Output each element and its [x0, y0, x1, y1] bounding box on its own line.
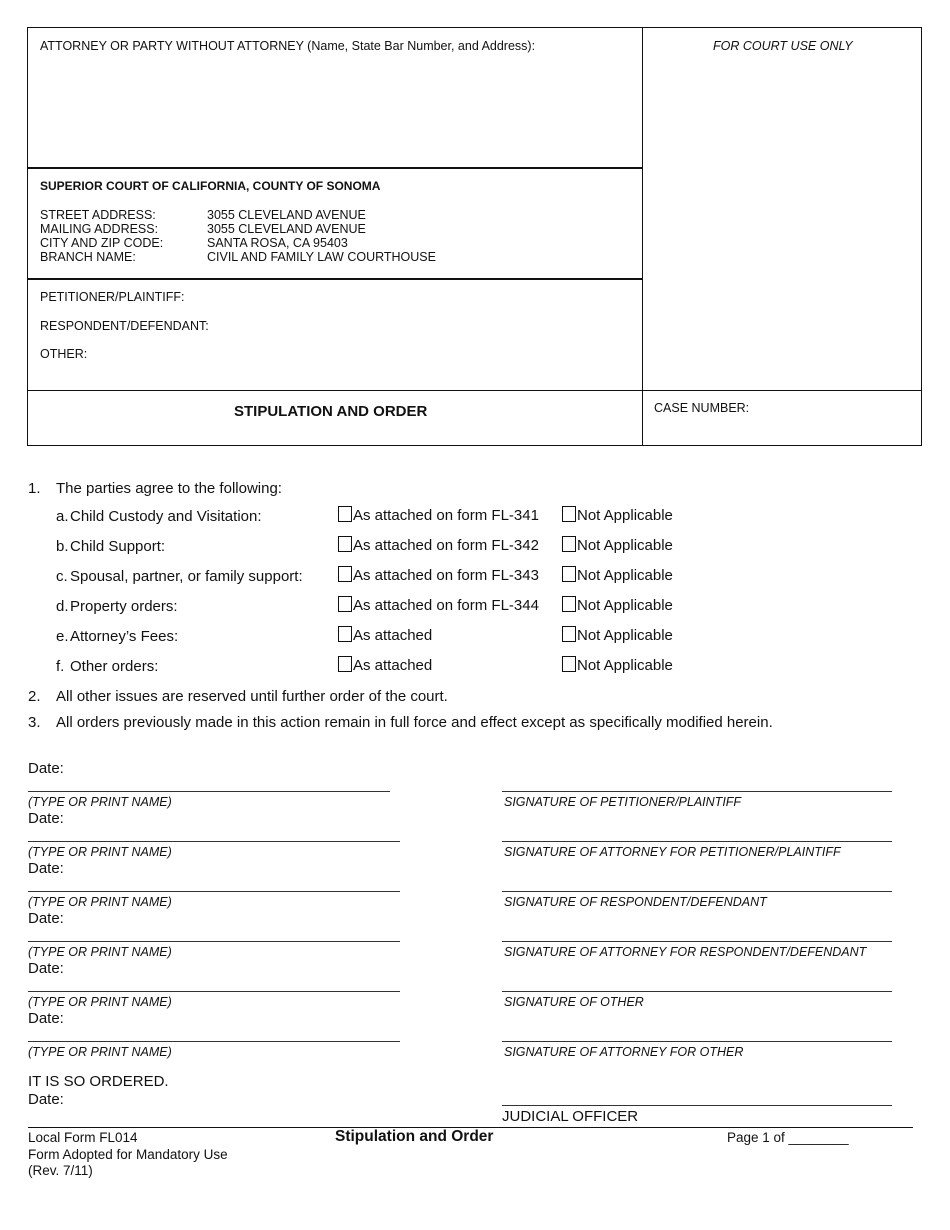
- attached-option[interactable]: [338, 656, 432, 676]
- address-value: 3055 CLEVELAND AVENUE: [207, 208, 366, 222]
- name-line[interactable]: [28, 991, 400, 992]
- name-caption: (TYPE OR PRINT NAME): [28, 945, 172, 959]
- not-applicable-option[interactable]: [562, 536, 673, 556]
- attached-option-label: As attached: [353, 627, 433, 644]
- checkbox[interactable]: [338, 566, 352, 582]
- court-name: SUPERIOR COURT OF CALIFORNIA, COUNTY OF SONOMA: [40, 179, 381, 193]
- address-value: 3055 CLEVELAND AVENUE: [207, 222, 366, 236]
- sub-item-label: Other orders:: [70, 658, 159, 675]
- item-3-text: All orders previously made in this action remain in full force and effect except as specifically modified herein.: [56, 714, 773, 731]
- checkbox[interactable]: [562, 596, 576, 612]
- item-2-number: 2.: [28, 688, 41, 705]
- attached-option[interactable]: [338, 536, 539, 556]
- checkbox[interactable]: [338, 506, 352, 522]
- sub-item-letter: b.: [56, 538, 69, 555]
- checkbox[interactable]: [562, 566, 576, 582]
- checkbox[interactable]: [562, 626, 576, 642]
- name-caption: (TYPE OR PRINT NAME): [28, 895, 172, 909]
- name-caption: (TYPE OR PRINT NAME): [28, 795, 172, 809]
- not-applicable-label: Not Applicable: [577, 567, 673, 584]
- judicial-officer-signature-line[interactable]: [502, 1105, 892, 1106]
- signature-caption: SIGNATURE OF PETITIONER/PLAINTIFF: [504, 795, 742, 809]
- court-use-label: FOR COURT USE ONLY: [713, 39, 853, 53]
- signature-line[interactable]: [502, 991, 892, 992]
- attached-option-label: As attached on form FL-342: [353, 537, 539, 554]
- signature-caption: SIGNATURE OF ATTORNEY FOR PETITIONER/PLAINTIFF: [504, 845, 841, 859]
- attached-option-label: As attached on form FL-344: [353, 597, 539, 614]
- address-label: MAILING ADDRESS:: [40, 222, 159, 236]
- signature-line[interactable]: [502, 791, 892, 792]
- name-line[interactable]: [28, 941, 400, 942]
- checkbox[interactable]: [338, 596, 352, 612]
- signature-caption: SIGNATURE OF ATTORNEY FOR RESPONDENT/DEFENDANT: [504, 945, 867, 959]
- checkbox[interactable]: [562, 536, 576, 552]
- checkbox[interactable]: [338, 656, 352, 672]
- item-3-number: 3.: [28, 714, 41, 731]
- sub-item-label: Child Custody and Visitation:: [70, 508, 262, 525]
- date-label: Date:: [28, 860, 64, 877]
- attached-option[interactable]: [338, 596, 539, 616]
- sub-item-letter: c.: [56, 568, 68, 585]
- form-adopted: Form Adopted for Mandatory Use: [28, 1147, 228, 1162]
- attached-option-label: As attached on form FL-341: [353, 507, 539, 524]
- attorney-divider: [27, 167, 643, 169]
- name-line[interactable]: [28, 1041, 400, 1042]
- not-applicable-label: Not Applicable: [577, 507, 673, 524]
- case-number-label: CASE NUMBER:: [654, 401, 750, 415]
- footer-title: Stipulation and Order: [335, 1128, 494, 1145]
- sub-item-letter: d.: [56, 598, 69, 615]
- not-applicable-option[interactable]: [562, 656, 673, 676]
- item-1-number: 1.: [28, 480, 41, 497]
- address-label: STREET ADDRESS:: [40, 208, 156, 222]
- address-label: BRANCH NAME:: [40, 250, 136, 264]
- not-applicable-label: Not Applicable: [577, 657, 673, 674]
- attached-option-label: As attached: [353, 657, 433, 674]
- title-divider: [27, 390, 922, 391]
- sub-item-label: Attorney’s Fees:: [70, 628, 179, 645]
- checkbox[interactable]: [338, 536, 352, 552]
- caption-vertical-divider: [642, 27, 643, 446]
- name-line[interactable]: [28, 891, 400, 892]
- name-caption: (TYPE OR PRINT NAME): [28, 845, 172, 859]
- form-title: STIPULATION AND ORDER: [234, 403, 428, 420]
- signature-caption: SIGNATURE OF RESPONDENT/DEFENDANT: [504, 895, 767, 909]
- date-label: Date:: [28, 960, 64, 977]
- sub-item-letter: a.: [56, 508, 69, 525]
- date-label: Date:: [28, 910, 64, 927]
- name-caption: (TYPE OR PRINT NAME): [28, 995, 172, 1009]
- form-revision: (Rev. 7/11): [28, 1163, 93, 1178]
- item-1-text: The parties agree to the following:: [56, 480, 282, 497]
- signature-caption: SIGNATURE OF ATTORNEY FOR OTHER: [504, 1045, 744, 1059]
- address-value: CIVIL AND FAMILY LAW COURTHOUSE: [207, 250, 436, 264]
- not-applicable-label: Not Applicable: [577, 627, 673, 644]
- petitioner-label: PETITIONER/PLAINTIFF:: [40, 290, 185, 304]
- sub-item-label: Property orders:: [70, 598, 178, 615]
- name-line[interactable]: [28, 791, 390, 792]
- court-divider: [27, 278, 643, 280]
- date-label: Date:: [28, 760, 64, 777]
- not-applicable-option[interactable]: [562, 596, 673, 616]
- attorney-label: ATTORNEY OR PARTY WITHOUT ATTORNEY (Name, State Bar Number, and Address):: [40, 39, 536, 53]
- not-applicable-label: Not Applicable: [577, 537, 673, 554]
- attached-option[interactable]: [338, 626, 432, 646]
- item-2-text: All other issues are reserved until further order of the court.: [56, 688, 448, 705]
- attached-option[interactable]: [338, 506, 539, 526]
- sub-item-letter: f.: [56, 658, 65, 675]
- judicial-officer-label: JUDICIAL OFFICER: [502, 1108, 639, 1125]
- not-applicable-option[interactable]: [562, 506, 673, 526]
- checkbox[interactable]: [338, 626, 352, 642]
- address-value: SANTA ROSA, CA 95403: [207, 236, 348, 250]
- name-line[interactable]: [28, 841, 400, 842]
- attached-option[interactable]: [338, 566, 539, 586]
- page-number: Page 1 of ________: [727, 1130, 849, 1145]
- sub-item-label: Spousal, partner, or family support:: [70, 568, 303, 585]
- date-label: Date:: [28, 1010, 64, 1027]
- signature-line[interactable]: [502, 941, 892, 942]
- checkbox[interactable]: [562, 506, 576, 522]
- attached-option-label: As attached on form FL-343: [353, 567, 539, 584]
- order-date-label: Date:: [28, 1091, 64, 1108]
- signature-line[interactable]: [502, 891, 892, 892]
- not-applicable-option[interactable]: [562, 626, 673, 646]
- signature-line[interactable]: [502, 841, 892, 842]
- name-caption: (TYPE OR PRINT NAME): [28, 1045, 172, 1059]
- address-label: CITY AND ZIP CODE:: [40, 236, 164, 250]
- respondent-label: RESPONDENT/DEFENDANT:: [40, 319, 209, 333]
- signature-line[interactable]: [502, 1041, 892, 1042]
- not-applicable-option[interactable]: [562, 566, 673, 586]
- form-number: Local Form FL014: [28, 1130, 138, 1145]
- so-ordered: IT IS SO ORDERED.: [28, 1073, 169, 1090]
- checkbox[interactable]: [562, 656, 576, 672]
- sub-item-letter: e.: [56, 628, 69, 645]
- sub-item-label: Child Support:: [70, 538, 166, 555]
- other-label: OTHER:: [40, 347, 88, 361]
- not-applicable-label: Not Applicable: [577, 597, 673, 614]
- date-label: Date:: [28, 810, 64, 827]
- signature-caption: SIGNATURE OF OTHER: [504, 995, 644, 1009]
